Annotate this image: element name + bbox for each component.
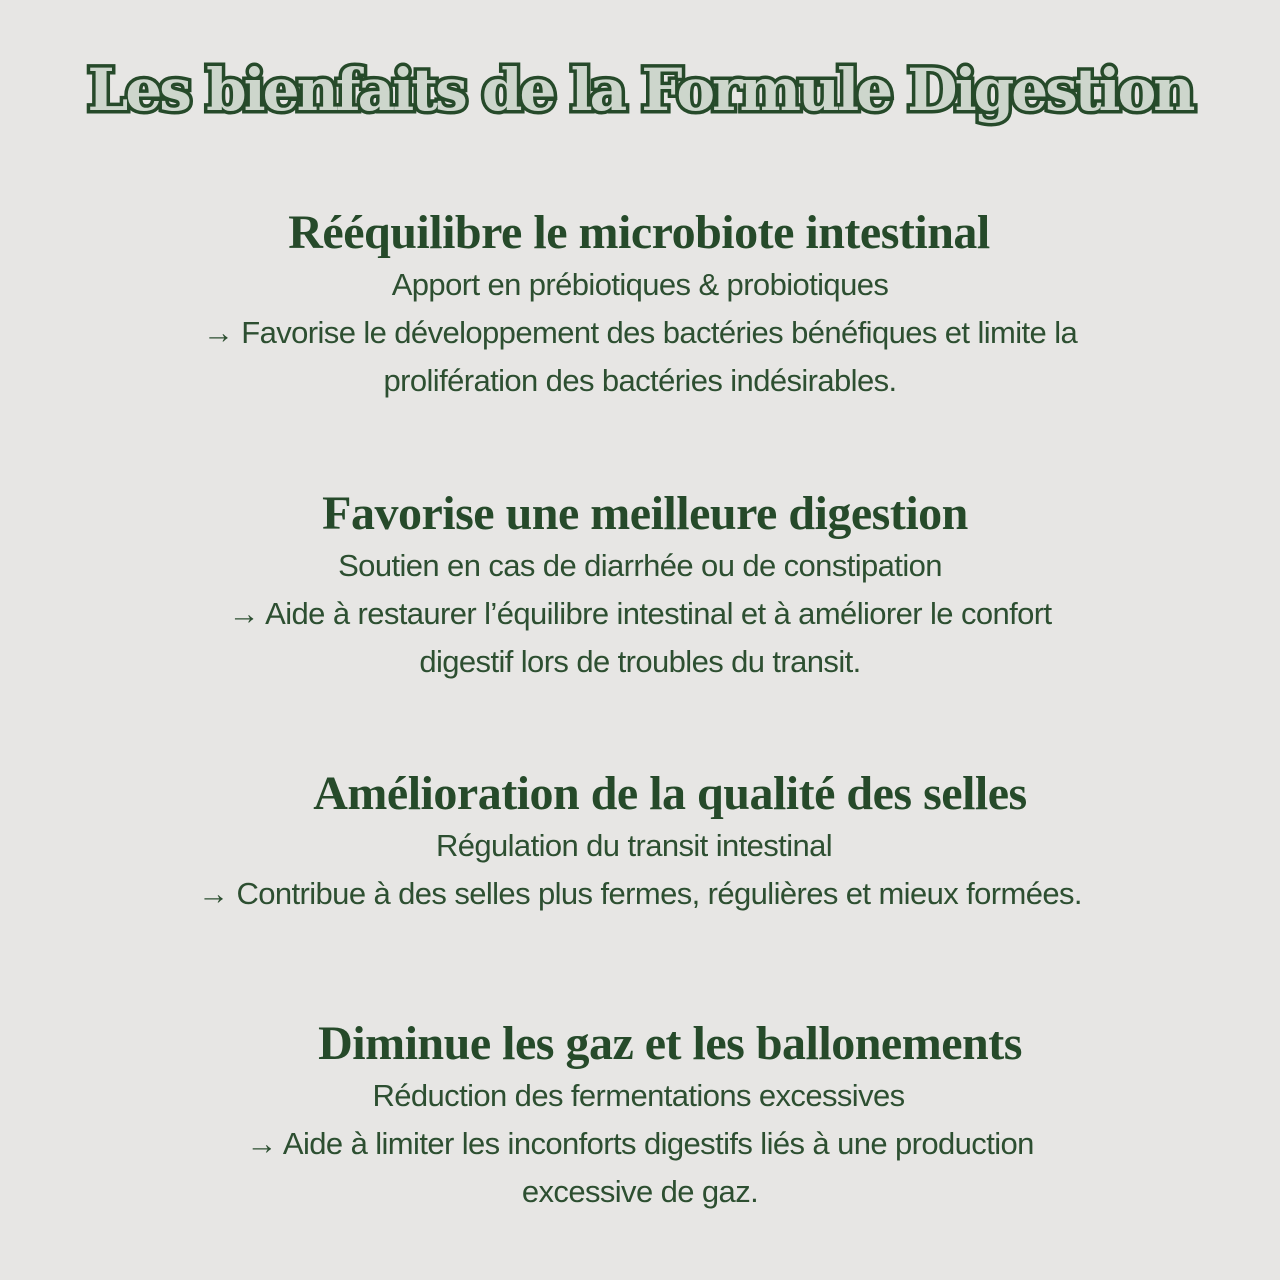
section-heading: Diminue les gaz et les ballonements	[318, 1017, 1022, 1070]
section-description-line: prolifération des bactéries indésirables.	[383, 363, 897, 398]
section-description-line: → Contribue à des selles plus fermes, régulières et mieux formées.	[198, 876, 1082, 911]
section-subtitle: Régulation du transit intestinal	[435, 828, 833, 863]
section-subtitle: Soutien en cas de diarrhée ou de constipation	[338, 548, 942, 583]
section-description-line: excessive de gaz.	[521, 1174, 759, 1209]
section-heading: Amélioration de la qualité des selles	[313, 767, 1027, 820]
page-title: Les bienfaits de la Formule Digestion	[87, 56, 1193, 124]
benefit-section-digestion	[0, 486, 1280, 686]
section-description-line: → Aide à restaurer l’équilibre intestinal et à améliorer le confort	[228, 596, 1052, 631]
section-description-line: → Favorise le développement des bactéries bénéfiques et limite la	[202, 315, 1078, 350]
section-description-line: → Aide à limiter les inconforts digestifs liés à une production	[246, 1126, 1034, 1161]
section-heading: Rééquilibre le microbiote intestinal	[288, 206, 990, 259]
section-subtitle: Réduction des fermentations excessives	[372, 1078, 905, 1113]
section-description-line: digestif lors de troubles du transit.	[419, 644, 861, 679]
benefit-section-gaz	[0, 1016, 1280, 1216]
benefit-section-microbiote	[0, 205, 1280, 405]
section-heading: Favorise une meilleure digestion	[322, 487, 968, 540]
benefit-section-selles	[0, 766, 1280, 918]
section-subtitle: Apport en prébiotiques & probiotiques	[391, 267, 889, 302]
